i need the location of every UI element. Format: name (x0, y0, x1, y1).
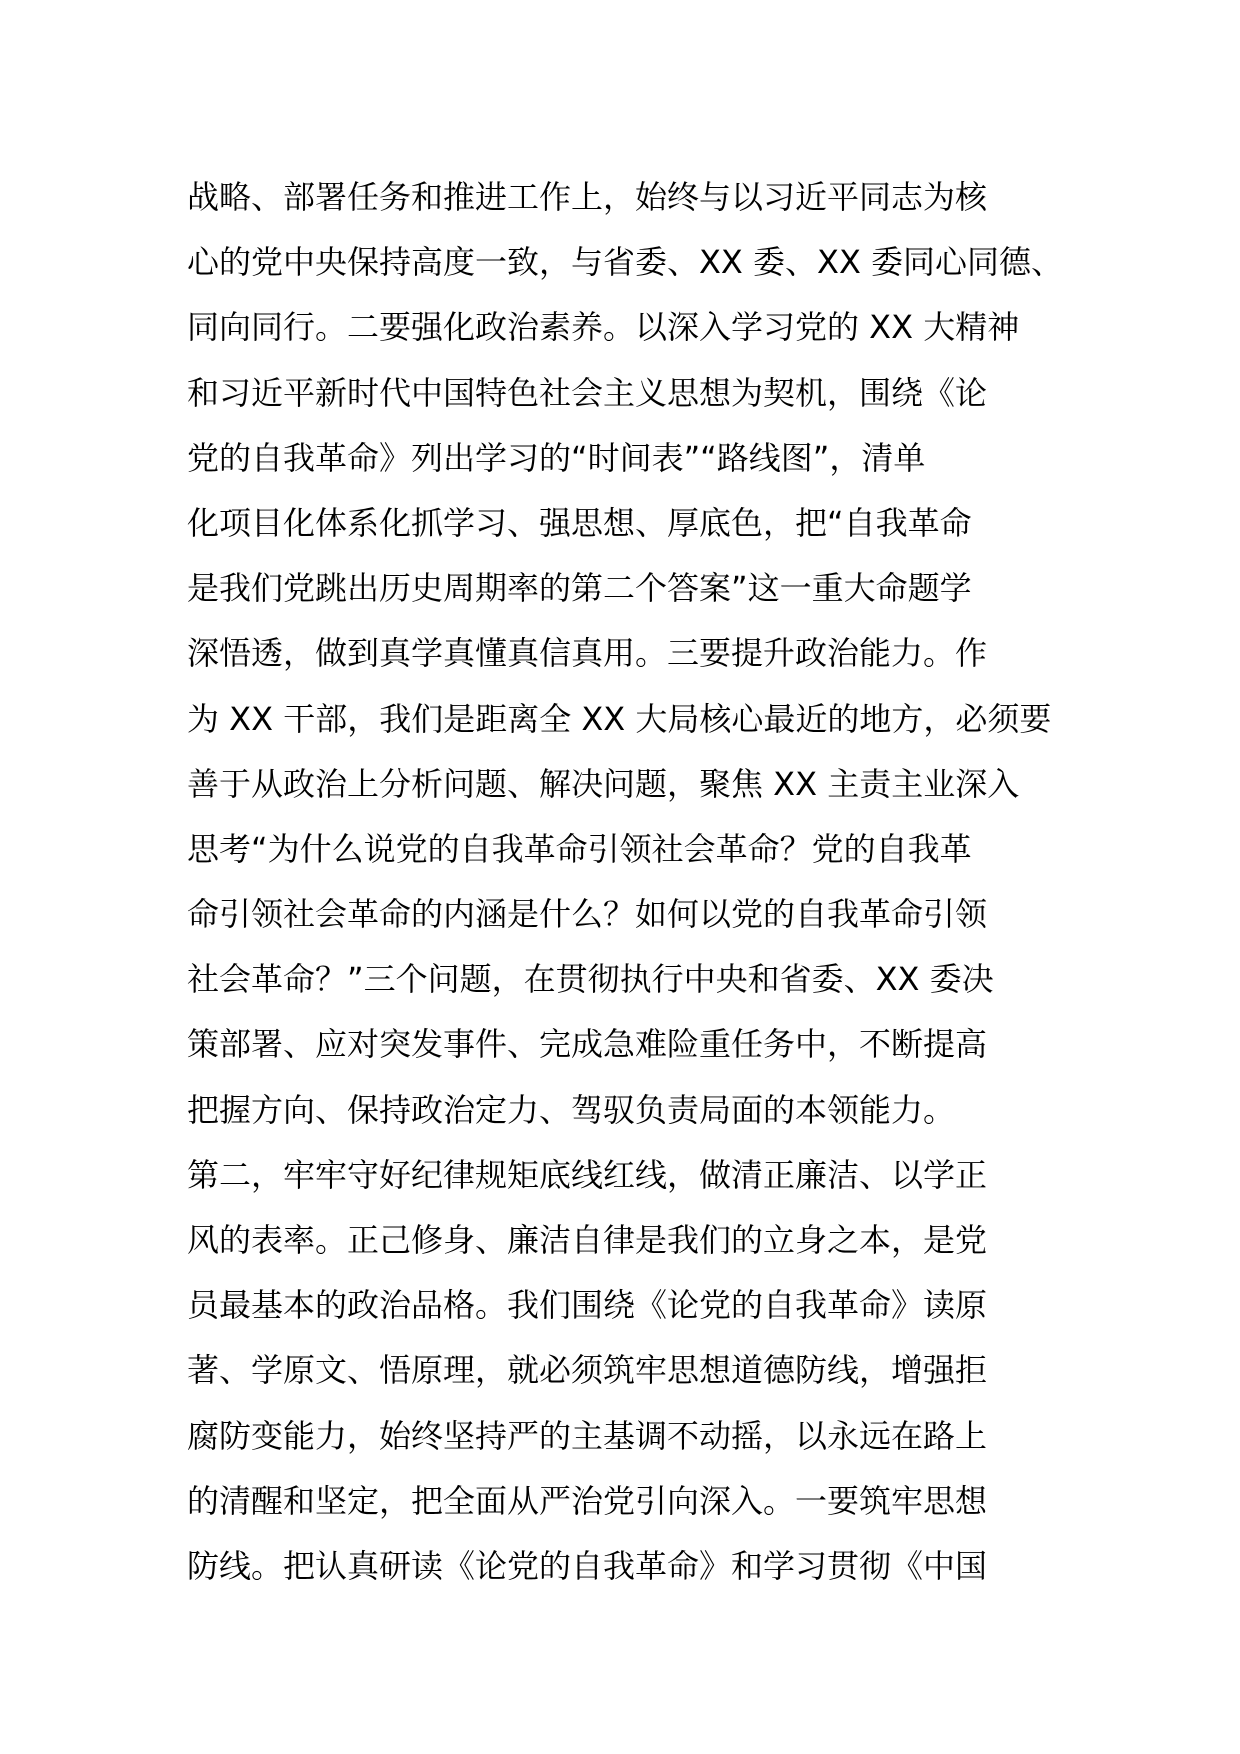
body-text (187, 165, 1067, 1599)
text-line: 的清醒和坚定，把全面从严治党引向深入。一要筑牢思想 (187, 1481, 988, 1520)
text-line: 深悟透，做到真学真懂真信真用。三要提升政治能力。作 (187, 634, 988, 673)
text-line: 是我们党跳出历史周期率的第二个答案”这一重大命题学 (187, 569, 972, 608)
text-line: 和习近平新时代中国特色社会主义思想为契机，围绕《论 (187, 373, 988, 412)
text-line: 员最基本的政治品格。我们围绕《论党的自我革命》读原 (187, 1286, 988, 1325)
text-line: 化项目化体系化抓学习、强思想、厚底色，把“自我革命 (187, 503, 972, 542)
text-line: 善于从政治上分析问题、解决问题，聚焦 XX 主责主业深入 (187, 764, 1020, 803)
text-line: 社会革命？”三个问题，在贯彻执行中央和省委、XX 委决 (187, 960, 994, 999)
text-line: 心的党中央保持高度一致，与省委、XX 委、XX 委同心同德、 (187, 243, 1064, 282)
text-line: 第二，牢牢守好纪律规矩底线红线，做清正廉洁、以学正 (187, 1155, 988, 1194)
text-line: 风的表率。正己修身、廉洁自律是我们的立身之本，是党 (187, 1221, 988, 1259)
text-line: 策部署、应对突发事件、完成急难险重任务中，不断提高 (187, 1025, 988, 1064)
text-line: 著、学原文、悟原理，就必须筑牢思想道德防线，增强拒 (187, 1351, 988, 1390)
text-line: 战略、部署任务和推进工作上，始终与以习近平同志为核 (187, 178, 988, 216)
text-line: 把握方向、保持政治定力、驾驭负责局面的本领能力。 (187, 1090, 956, 1129)
text-line: 腐防变能力，始终坚持严的主基调不动摇，以永远在路上 (187, 1416, 988, 1455)
text-line: 同向同行。二要强化政治素养。以深入学习党的 XX 大精神 (187, 308, 1020, 347)
text-line: 思考“为什么说党的自我革命引领社会革命？党的自我革 (187, 829, 972, 868)
text-line: 命引领社会革命的内涵是什么？如何以党的自我革命引领 (187, 895, 988, 934)
text-line: 为 XX 干部，我们是距离全 XX 大局核心最近的地方，必须要 (187, 699, 1052, 738)
text-line: 党的自我革命》列出学习的“时间表”“路线图”，清单 (187, 438, 926, 477)
text-line: 防线。把认真研读《论党的自我革命》和学习贯彻《中国 (187, 1546, 988, 1585)
